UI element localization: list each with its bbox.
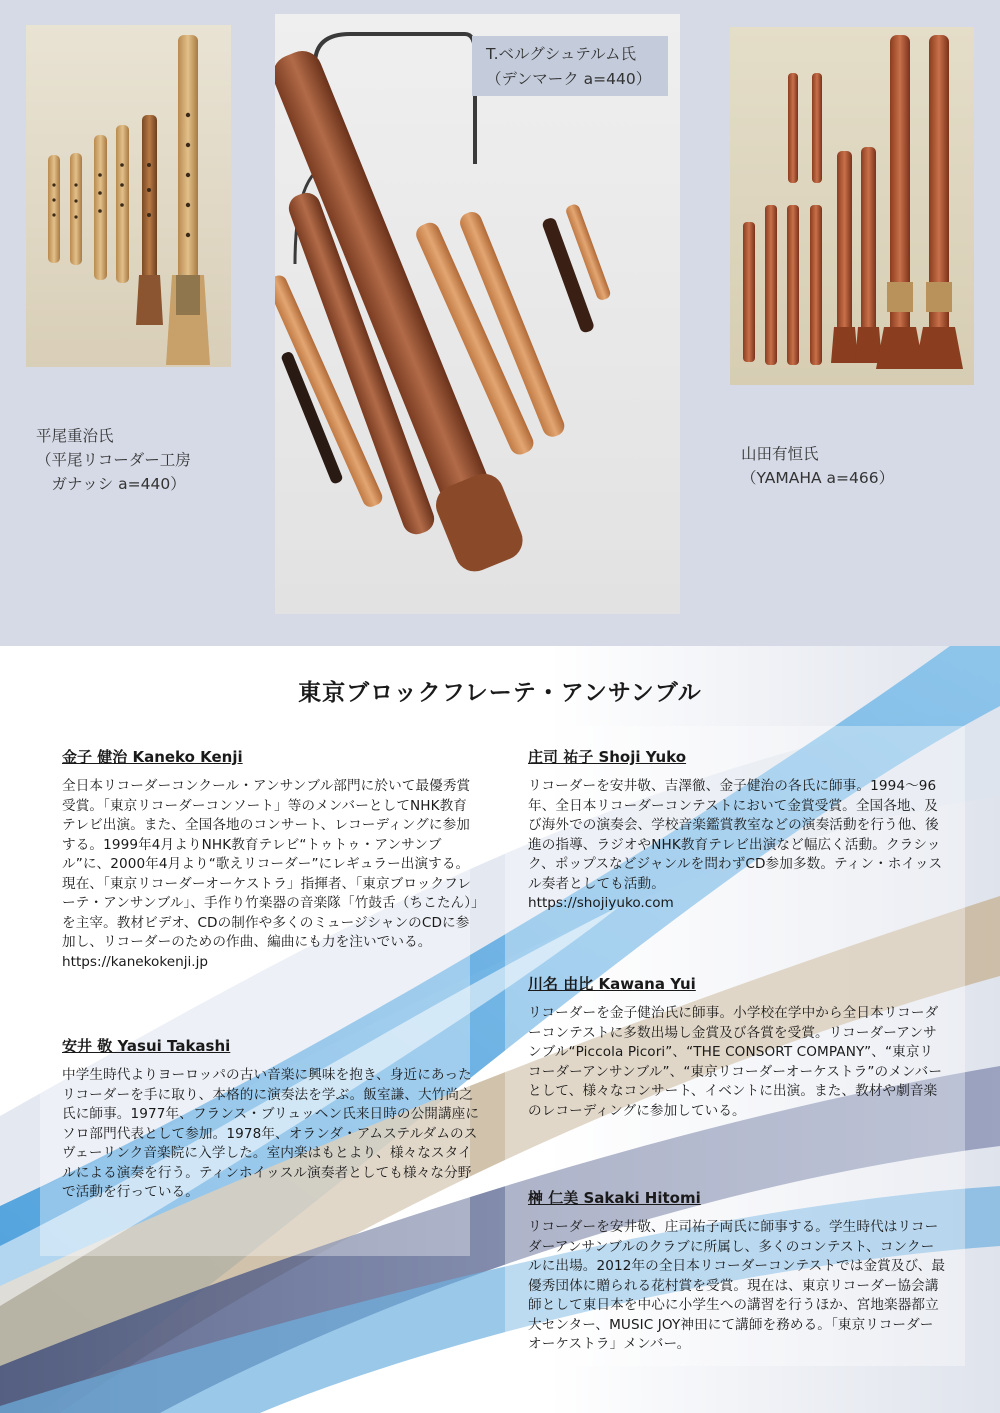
member-profile-yasui	[62, 1035, 480, 1203]
member-bio: リコーダーを安井敬、庄司祐子両氏に師事する。学生時代はリコーダーアンサンブルのクラブに所属し、多くのコンテスト、コンクールに出場。2012年の全日本リコーダーコンテストでは金賞及び、最優秀団体に贈られる花村賞を受賞。現在は、東京リコーダー協会講師として東日本を中心に小学生への講習を行うほか、宮地楽器都立大センター、MUSIC JOY神田にて講師を務める。「東京リコーダーオーケストラ」メンバー。	[528, 1219, 946, 1352]
member-profile-sakaki	[528, 1187, 946, 1355]
recorder-photo-hirao	[26, 25, 231, 367]
member-name: 川名 由比 Kawana Yui	[528, 975, 696, 993]
recorder-photo-bergstrom	[275, 14, 680, 614]
member-bio: リコーダーを金子健治氏に師事。小学校在学中から全日本リコーダーコンテストに多数出場し金賞及び各賞を受賞。リコーダーアンサンブル“Piccola Picori”、“THE CONSORT COMPANY”、“東京リコーダーアンサンブル”、“東京リコーダーオーケストラ”のメンバーとして、様々なコンサート、イベントに出演。また、教材や劇音楽のレコーディングに参加している。	[528, 1005, 943, 1119]
member-profile-shoji	[528, 746, 946, 914]
member-name: 庄司 祐子 Shoji Yuko	[528, 748, 687, 766]
photo-caption-bergstrom: T.ベルグシュテルム氏 （デンマーク a=440）	[472, 36, 668, 96]
member-website-link[interactable]: https://kanekokenji.jp	[62, 953, 209, 970]
member-profile-kawana	[528, 973, 946, 1121]
recorder-photo-yamada	[730, 27, 974, 385]
member-name: 金子 健治 Kaneko Kenji	[62, 748, 243, 766]
member-name: 安井 敬 Yasui Takashi	[62, 1037, 231, 1055]
member-profile-kaneko	[62, 746, 480, 972]
member-bio: リコーダーを安井敬、吉澤徹、金子健治の各氏に師事。1994～96年、全日本リコーダーコンテストにおいて金賞受賞。全国各地、及び海外での演奏会、学校音楽鑑賞教室などの演奏活動を行う他、後進の指導、ラジオやNHK教育テレビ出演など幅広く活動。クラシック、ポップスなどジャンルを問わずCD参加多数。ティン・ホイッスル奏者としても活動。	[528, 778, 943, 892]
photo-caption-hirao: 平尾重治氏 （平尾リコーダー工房 ガナッシ a=440）	[36, 427, 191, 493]
photo-caption-yamada: 山田有恒氏 （YAMAHA a=466）	[741, 445, 895, 487]
member-bio: 中学生時代よりヨーロッパの古い音楽に興味を抱き、身近にあったリコーダーを手に取り、本格的に演奏法を学ぶ。飯室謙、大竹尚之氏に師事。1977年、フランス・ブリュッヘン氏来日時の公開講座にソロ部門代表として参加。1978年、オランダ・アムステルダムのスヴェーリンク音楽院に入学した。室内楽はもとより、様々なスタイルによる演奏を行う。ティンホイッスル演奏者としても様々な分野で活動を行っている。	[62, 1067, 480, 1200]
member-website-link[interactable]: https://shojiyuko.com	[528, 895, 674, 911]
member-name: 榊 仁美 Sakaki Hitomi	[528, 1189, 701, 1207]
page-title: 東京ブロックフレーテ・アンサンブル	[298, 680, 702, 706]
member-bio: 全日本リコーダーコンクール・アンサンブル部門に於いて最優秀賞受賞。「東京リコーダーコンソート」等のメンバーとしてNHK教育テレビ出演。また、全国各地のコンサート、レコーディングに参加する。1999年4月よりNHK教育テレビ“トゥトゥ・アンサンブル”に、2000年4月より“歌えリコーダー”にレギュラー出演する。現在、「東京リコーダーオーケストラ」指揮者、「東京ブロックフレーテ・アンサンブル」、手作り竹楽器の音楽隊「竹鼓舌（ちこたん）」を主宰。教材ビデオ、CDの制作や多くのミュージシャンのCDに参加し、リコーダーのための作曲、編曲にも力を注いでいる。	[62, 778, 479, 950]
